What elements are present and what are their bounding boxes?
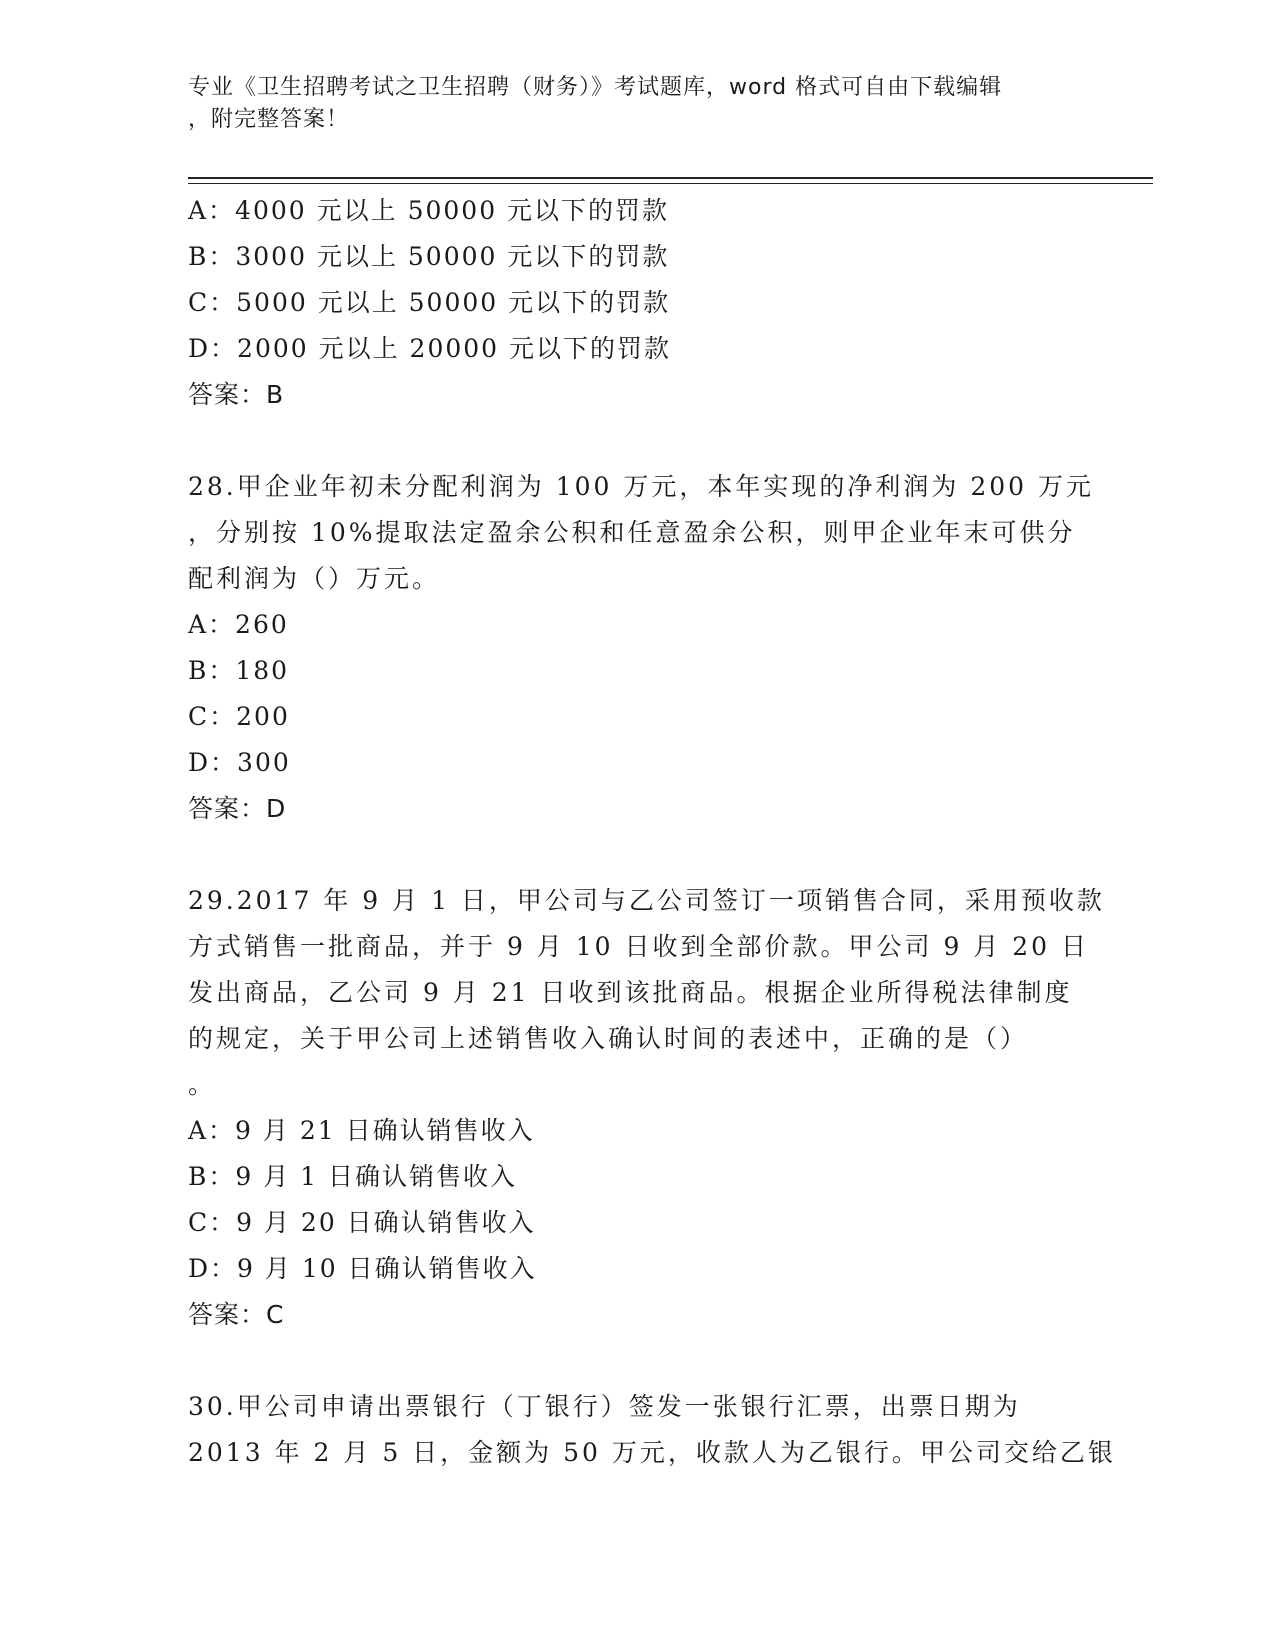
question-stem-line: 30.甲公司申请出票银行（丁银行）签发一张银行汇票，出票日期为 [188,1392,1021,1421]
option-c: C：9 月 20 日确认销售收入 [188,1208,536,1237]
question-28 [188,464,1094,832]
question-stem-line: 方式销售一批商品，并于 9 月 10 日收到全部价款。甲公司 9 月 20 日 [188,932,1090,961]
spacer [188,1338,1088,1384]
answer: 答案：B [188,380,285,409]
option-a: A：260 [188,610,289,639]
header-divider-thick [188,177,1153,179]
spacer [188,418,1088,464]
option-a: A：4000 元以上 50000 元以下的罚款 [188,196,670,225]
question-stem-line: ，分别按 10%提取法定盈余公积和任意盈余公积，则甲企业年末可供分 [188,518,1076,547]
option-b: B：3000 元以上 50000 元以下的罚款 [188,242,670,271]
document-header [188,72,1068,136]
header-line-1: 专业《卫生招聘考试之卫生招聘（财务）》考试题库，word 格式可自由下载编辑 [188,75,1003,100]
question-29 [188,878,1105,1338]
question-stem-line: 28.甲企业年初未分配利润为 100 万元，本年实现的净利润为 200 万元 [188,472,1094,501]
answer: 答案：D [188,794,287,823]
question-30 [188,1384,1116,1476]
question-stem-line: 29.2017 年 9 月 1 日，甲公司与乙公司签订一项销售合同，采用预收款 [188,886,1105,915]
option-d: D：300 [188,748,291,777]
document-body [188,188,1116,1476]
question-stem-line: 2013 年 2 月 5 日，金额为 50 万元，收款人为乙银行。甲公司交给乙银 [188,1438,1116,1467]
question-stem-line: 。 [188,1070,217,1099]
question-stem-line: 发出商品，乙公司 9 月 21 日收到该批商品。根据企业所得税法律制度 [188,978,1073,1007]
header-divider-thin [188,183,1153,184]
header-line-2: ，附完整答案！ [188,107,350,132]
option-c: C：5000 元以上 50000 元以下的罚款 [188,288,671,317]
spacer [188,832,1088,878]
option-b: B：180 [188,656,290,685]
answer: 答案：C [188,1300,285,1329]
option-b: B：9 月 1 日确认销售收入 [188,1162,518,1191]
option-d: D：2000 元以上 20000 元以下的罚款 [188,334,672,363]
question-stem-line: 的规定，关于甲公司上述销售收入确认时间的表述中，正确的是（） [188,1024,1029,1053]
option-c: C：200 [188,702,290,731]
question-stem-line: 配利润为（）万元。 [188,564,441,593]
option-d: D：9 月 10 日确认销售收入 [188,1254,537,1283]
question-27 [188,188,1088,418]
option-a: A：9 月 21 日确认销售收入 [188,1116,535,1145]
